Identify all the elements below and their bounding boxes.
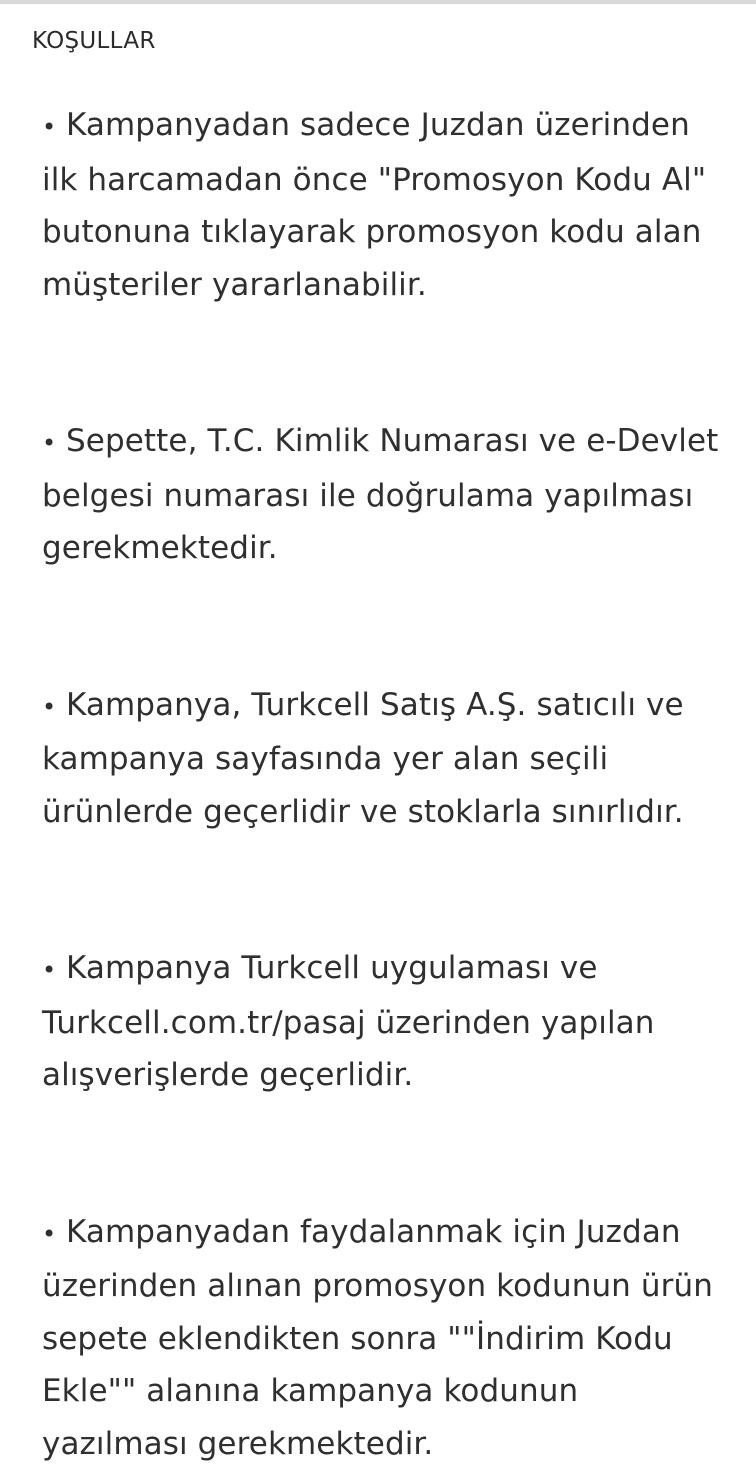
bullet-icon: • xyxy=(42,101,66,154)
condition-text: Kampanya, Turkcell Satış A.Ş. satıcılı ve kampanya sayfasında yer alan seçili ürünlerde geçerlidir ve stoklarla sınırlıdır. xyxy=(42,687,684,830)
bullet-icon: • xyxy=(42,681,66,734)
condition-item xyxy=(42,679,732,839)
bullet-icon: • xyxy=(42,1208,66,1261)
conditions-list xyxy=(42,99,732,1470)
condition-text: Kampanyadan sadece Juzdan üzerinden ilk harcamadan önce "Promosyon Kodu Al" butonuna tıklayarak promosyon kodu alan müşteriler yararlanabilir. xyxy=(42,107,706,303)
section-title: KOŞULLAR xyxy=(32,26,156,56)
condition-item xyxy=(42,99,732,311)
condition-text: Sepette, T.C. Kimlik Numarası ve e-Devlet belgesi numarası ile doğrulama yapılması gerekmektedir. xyxy=(42,423,718,566)
bullet-icon: • xyxy=(42,944,66,997)
top-divider xyxy=(0,0,756,4)
condition-item xyxy=(42,942,732,1102)
condition-text: Kampanyadan faydalanmak için Juzdan üzerinden alınan promosyon kodunun ürün sepete eklendikten sonra ""İndirim Kodu Ekle"" alanına kampanya kodunun yazılması gerekmektedir. xyxy=(42,1214,713,1462)
condition-item xyxy=(42,1206,732,1470)
bullet-icon: • xyxy=(42,417,66,470)
condition-item xyxy=(42,415,732,575)
condition-text: Kampanya Turkcell uygulaması ve Turkcell.com.tr/pasaj üzerinden yapılan alışverişlerde geçerlidir. xyxy=(42,950,655,1093)
